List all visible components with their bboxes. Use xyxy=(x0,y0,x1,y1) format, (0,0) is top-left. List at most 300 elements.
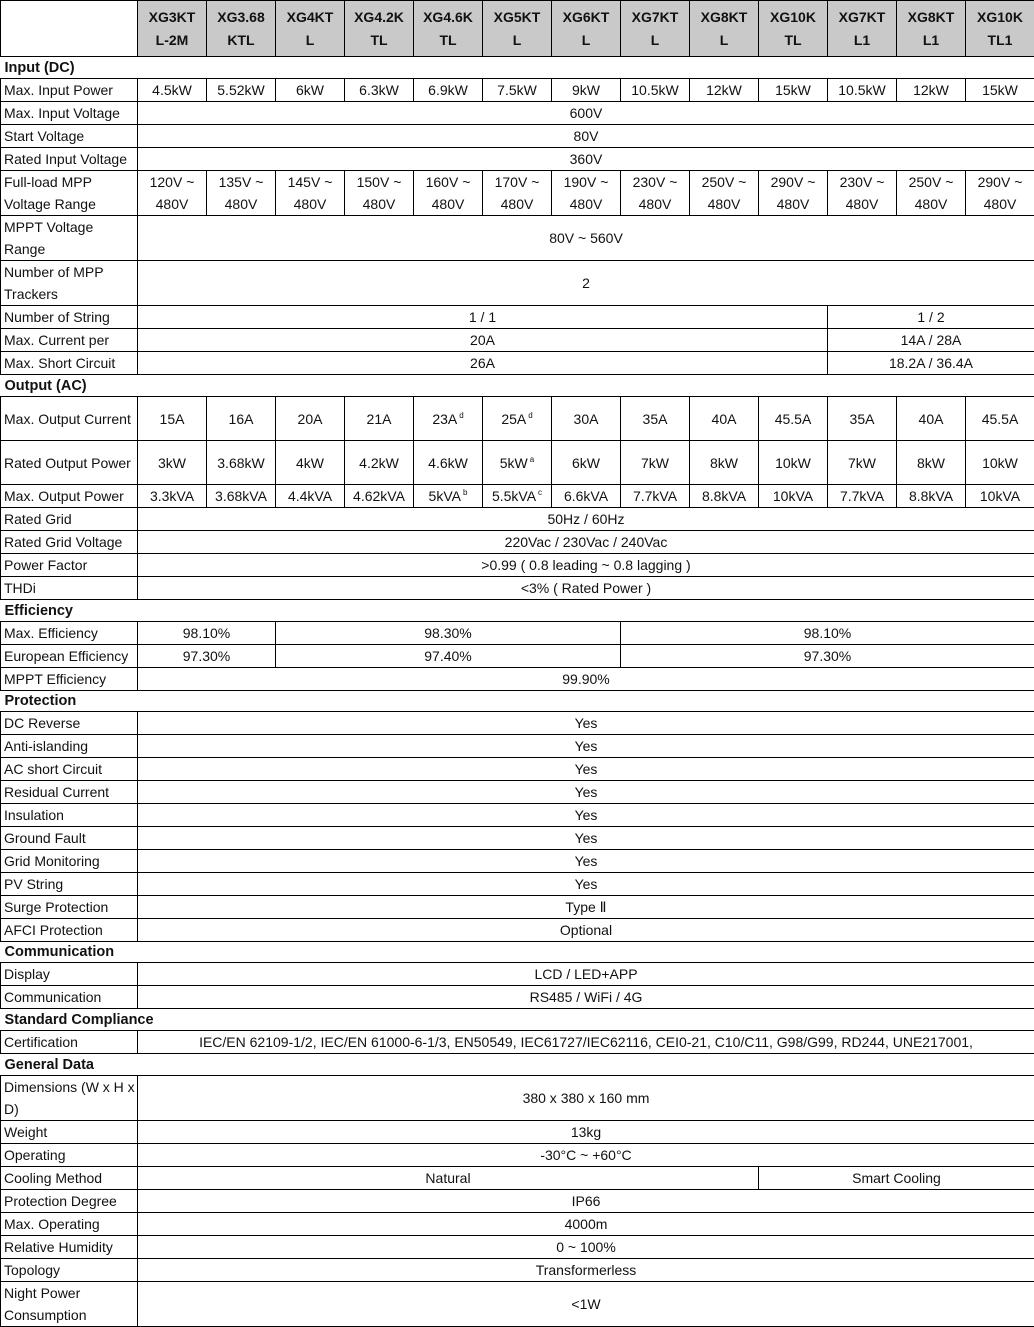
value-cell xyxy=(828,79,897,102)
value-cell xyxy=(138,827,1034,850)
protection-row xyxy=(1,873,1034,896)
value-cell xyxy=(138,1167,759,1190)
value-text: 35A xyxy=(850,411,875,427)
value-cell xyxy=(138,554,1034,577)
value-cell xyxy=(276,397,345,441)
row-label xyxy=(1,102,138,125)
value-cell xyxy=(138,896,1034,919)
value-text: Transformerless xyxy=(536,1262,637,1278)
value-text: 12kW xyxy=(913,82,949,98)
model-header-cell xyxy=(828,1,897,57)
value-text: 40A xyxy=(919,411,944,427)
value-text: 3.68kVA xyxy=(215,488,267,504)
value-text: 15kW xyxy=(775,82,811,98)
value-text: 98.30% xyxy=(424,625,471,641)
row-label xyxy=(1,531,138,554)
value-cell xyxy=(483,171,552,216)
model-name-line: XG5KT xyxy=(494,9,541,25)
value-text: 1 / 1 xyxy=(469,309,496,325)
value-cell xyxy=(138,102,1034,125)
value-cell xyxy=(621,397,690,441)
value-text-line: 480V xyxy=(156,196,189,212)
start-voltage-row xyxy=(1,125,1034,148)
row-label-text: Power Factor xyxy=(4,557,87,573)
value-text-line: 480V xyxy=(639,196,672,212)
model-name-line: XG10K xyxy=(770,9,816,25)
row-label xyxy=(1,1167,138,1190)
value-text: 6kW xyxy=(296,82,324,98)
row-label xyxy=(1,622,138,645)
value-cell xyxy=(966,397,1034,441)
value-cell xyxy=(621,622,1034,645)
protection-row xyxy=(1,758,1034,781)
model-name-line: L1 xyxy=(923,32,939,48)
value-text-line: 135V ~ xyxy=(219,174,264,190)
value-text: 7.7kVA xyxy=(840,488,884,504)
section-title xyxy=(1,1054,1034,1076)
value-text: Yes xyxy=(575,876,598,892)
value-text: 7.5kW xyxy=(497,82,537,98)
value-text: IEC/EN 62109-1/2, IEC/EN 61000-6-1/3, EN50549, IEC61727/IEC62116, CEI0-21, C10/C11, G98/G99, RD244, UNE217001, xyxy=(199,1034,973,1050)
model-name-line: XG7KT xyxy=(839,9,886,25)
operating-row xyxy=(1,1144,1034,1167)
value-cell xyxy=(759,441,828,485)
row-label-text: European Efficiency xyxy=(4,648,128,664)
row-label-text: Full-load MPP Voltage Range xyxy=(4,174,96,212)
section-title-text: Output (AC) xyxy=(5,378,87,394)
value-cell xyxy=(828,485,897,508)
value-cell xyxy=(828,171,897,216)
header-corner-cell xyxy=(1,1,138,57)
value-text: 4kW xyxy=(296,455,324,471)
model-name-line: XG6KT xyxy=(563,9,610,25)
model-header-cell xyxy=(345,1,414,57)
value-text-line: 480V xyxy=(225,196,258,212)
model-name-line: TL xyxy=(370,32,387,48)
value-text: 600V xyxy=(570,105,603,121)
value-text: 5kW xyxy=(500,455,528,471)
rated-input-voltage-row xyxy=(1,148,1034,171)
value-cell xyxy=(138,352,828,375)
value-text: Yes xyxy=(575,853,598,869)
value-cell xyxy=(690,79,759,102)
value-cell xyxy=(207,441,276,485)
protection-row xyxy=(1,804,1034,827)
value-cell xyxy=(414,441,483,485)
section-title xyxy=(1,691,1034,712)
model-name-line: XG4.2K xyxy=(354,9,404,25)
value-cell xyxy=(552,485,621,508)
row-label-text: Display xyxy=(4,966,50,982)
value-text: 7.7kVA xyxy=(633,488,677,504)
value-cell xyxy=(897,397,966,441)
value-text: 0 ~ 100% xyxy=(556,1239,616,1255)
value-text-line: 290V ~ xyxy=(771,174,816,190)
row-label-text: Rated Grid xyxy=(4,511,72,527)
value-cell xyxy=(207,79,276,102)
model-name-line: XG4.6K xyxy=(423,9,473,25)
row-label-text: Relative Humidity xyxy=(4,1239,113,1255)
row-label xyxy=(1,306,138,329)
model-name-line: XG3.68 xyxy=(217,9,264,25)
value-text: Yes xyxy=(575,784,598,800)
row-label-text: AFCI Protection xyxy=(4,922,103,938)
value-cell xyxy=(345,441,414,485)
value-text: 30A xyxy=(574,411,599,427)
row-label xyxy=(1,804,138,827)
row-label xyxy=(1,125,138,148)
value-cell xyxy=(828,306,1034,329)
row-label-text: Surge Protection xyxy=(4,899,108,915)
value-cell xyxy=(483,397,552,441)
row-label xyxy=(1,919,138,942)
european-efficiency-row xyxy=(1,645,1034,668)
section-title-text: General Data xyxy=(5,1057,94,1073)
value-text: 97.30% xyxy=(183,648,230,664)
value-text-line: 230V ~ xyxy=(633,174,678,190)
row-label-text: PV String xyxy=(4,876,63,892)
section-header-standard xyxy=(1,1009,1034,1031)
row-label xyxy=(1,781,138,804)
value-text-line: 190V ~ xyxy=(564,174,609,190)
cooling-method-row xyxy=(1,1167,1034,1190)
value-cell xyxy=(690,485,759,508)
value-text: 4.62kVA xyxy=(353,488,405,504)
section-title-text: Standard Compliance xyxy=(5,1012,154,1028)
value-text-line: 480V xyxy=(846,196,879,212)
value-text: 35A xyxy=(643,411,668,427)
row-label xyxy=(1,79,138,102)
value-cell xyxy=(138,397,207,441)
value-text: 10.5kW xyxy=(631,82,678,98)
value-text: 18.2A / 36.4A xyxy=(889,355,973,371)
value-text: Yes xyxy=(575,761,598,777)
row-label xyxy=(1,508,138,531)
value-cell xyxy=(759,1167,1034,1190)
protection-row xyxy=(1,919,1034,942)
section-title-text: Input (DC) xyxy=(5,60,75,76)
mppt-voltage-range-row xyxy=(1,216,1034,261)
max-current-per-row xyxy=(1,329,1034,352)
value-text: 5kVA xyxy=(429,488,461,504)
section-title-text: Protection xyxy=(5,693,77,709)
row-label xyxy=(1,758,138,781)
row-label-text: Night Power Consumption xyxy=(4,1285,87,1323)
section-title xyxy=(1,57,1034,79)
value-text: 10kW xyxy=(775,455,811,471)
section-title-text: Communication xyxy=(5,944,115,960)
value-text: >0.99 ( 0.8 leading ~ 0.8 lagging ) xyxy=(481,557,690,573)
footnote-mark: d xyxy=(528,411,532,420)
row-label-text: Certification xyxy=(4,1034,78,1050)
max-input-voltage-row xyxy=(1,102,1034,125)
value-text: IP66 xyxy=(572,1193,601,1209)
row-label-text: Weight xyxy=(4,1124,47,1140)
footnote-mark: c xyxy=(538,488,542,497)
section-header-efficiency xyxy=(1,600,1034,622)
model-name-line: XG10K xyxy=(977,9,1023,25)
value-text-line: 145V ~ xyxy=(288,174,333,190)
value-cell xyxy=(414,485,483,508)
model-name-line: L-2M xyxy=(156,32,189,48)
row-label-text: Topology xyxy=(4,1262,60,1278)
value-cell xyxy=(138,306,828,329)
model-header-cell xyxy=(759,1,828,57)
value-cell xyxy=(759,171,828,216)
row-label-text: Max. Output Current xyxy=(4,411,131,427)
model-name-line: L1 xyxy=(854,32,870,48)
value-text: 8.8kVA xyxy=(702,488,746,504)
row-label xyxy=(1,329,138,352)
value-text: 220Vac / 230Vac / 240Vac xyxy=(505,534,668,550)
value-text: 9kW xyxy=(572,82,600,98)
value-cell xyxy=(759,397,828,441)
model-header-row xyxy=(1,1,1034,57)
value-cell xyxy=(483,441,552,485)
section-header-general xyxy=(1,1054,1034,1076)
row-label xyxy=(1,148,138,171)
value-text: 98.10% xyxy=(804,625,851,641)
row-label-text: Max. Input Power xyxy=(4,82,113,98)
row-label xyxy=(1,896,138,919)
row-label-text: DC Reverse xyxy=(4,715,80,731)
value-text: 15kW xyxy=(982,82,1018,98)
value-cell xyxy=(690,171,759,216)
value-text: 26A xyxy=(470,355,495,371)
value-text: LCD / LED+APP xyxy=(534,966,637,982)
footnote-mark: a xyxy=(530,455,534,464)
value-text: 23A xyxy=(432,411,457,427)
value-text-line: 480V xyxy=(708,196,741,212)
value-text: 14A / 28A xyxy=(901,332,962,348)
value-text-line: 480V xyxy=(432,196,465,212)
value-cell xyxy=(138,125,1034,148)
row-label xyxy=(1,1076,138,1121)
value-cell xyxy=(138,781,1034,804)
value-cell xyxy=(828,397,897,441)
value-text: 97.40% xyxy=(424,648,471,664)
section-header-input xyxy=(1,57,1034,79)
value-text: 50Hz / 60Hz xyxy=(547,511,624,527)
value-cell xyxy=(966,171,1034,216)
value-cell xyxy=(759,485,828,508)
row-label xyxy=(1,352,138,375)
row-label-text: MPPT Efficiency xyxy=(4,671,106,687)
row-label-text: AC short Circuit xyxy=(4,761,102,777)
row-label xyxy=(1,1190,138,1213)
value-text: 360V xyxy=(570,151,603,167)
value-cell xyxy=(138,758,1034,781)
row-label xyxy=(1,485,138,508)
model-header-cell xyxy=(690,1,759,57)
value-text: 8.8kVA xyxy=(909,488,953,504)
section-title xyxy=(1,600,1034,622)
row-label xyxy=(1,261,138,306)
value-cell xyxy=(138,1031,1034,1054)
value-cell xyxy=(276,441,345,485)
value-text: 10kW xyxy=(982,455,1018,471)
value-text: 15A xyxy=(160,411,185,427)
value-text: 80V xyxy=(574,128,599,144)
protection-row xyxy=(1,896,1034,919)
model-name-line: L xyxy=(651,32,660,48)
value-text: 10kVA xyxy=(773,488,813,504)
value-text: 3kW xyxy=(158,455,186,471)
value-cell xyxy=(276,622,621,645)
value-text: 4.6kW xyxy=(428,455,468,471)
value-cell xyxy=(345,397,414,441)
value-cell xyxy=(138,508,1034,531)
value-text: 3.3kVA xyxy=(150,488,194,504)
max-output-current-row xyxy=(1,397,1034,441)
value-cell xyxy=(345,79,414,102)
value-cell xyxy=(414,171,483,216)
value-text: Yes xyxy=(575,807,598,823)
value-text: 380 x 380 x 160 mm xyxy=(523,1090,650,1106)
value-cell xyxy=(138,850,1034,873)
value-text-line: 160V ~ xyxy=(426,174,471,190)
value-cell xyxy=(690,397,759,441)
model-name-line: XG8KT xyxy=(908,9,955,25)
value-cell xyxy=(828,441,897,485)
value-cell xyxy=(138,171,207,216)
value-cell xyxy=(138,148,1034,171)
row-label xyxy=(1,735,138,758)
value-cell xyxy=(621,485,690,508)
row-label-text: Max. Operating xyxy=(4,1216,100,1232)
value-text: 6.3kW xyxy=(359,82,399,98)
row-label-text: Max. Current per xyxy=(4,332,109,348)
value-cell xyxy=(276,645,621,668)
value-text: Type Ⅱ xyxy=(565,899,606,915)
value-text: 21A xyxy=(367,411,392,427)
model-name-line: XG3KT xyxy=(149,9,196,25)
row-label-text: THDi xyxy=(4,580,36,596)
communication-row xyxy=(1,986,1034,1009)
row-label-text: Max. Efficiency xyxy=(4,625,98,641)
row-label xyxy=(1,397,138,441)
section-header-output xyxy=(1,375,1034,397)
value-cell xyxy=(897,485,966,508)
value-cell xyxy=(621,441,690,485)
topology-row xyxy=(1,1259,1034,1282)
row-label-text: Max. Output Power xyxy=(4,488,124,504)
footnote-mark: d xyxy=(459,411,463,420)
value-cell xyxy=(621,645,1034,668)
value-cell xyxy=(138,329,828,352)
value-text-line: 480V xyxy=(501,196,534,212)
value-cell xyxy=(276,171,345,216)
row-label xyxy=(1,1282,138,1327)
model-name-line: XG8KT xyxy=(701,9,748,25)
value-cell xyxy=(345,171,414,216)
value-text-line: 480V xyxy=(915,196,948,212)
value-cell xyxy=(138,577,1034,600)
value-cell xyxy=(828,352,1034,375)
value-text: 10kVA xyxy=(980,488,1020,504)
value-text: 45.5A xyxy=(775,411,812,427)
value-text: Yes xyxy=(575,738,598,754)
value-text: Yes xyxy=(575,830,598,846)
value-text-line: 480V xyxy=(777,196,810,212)
value-cell xyxy=(966,485,1034,508)
value-text-line: 120V ~ xyxy=(150,174,195,190)
row-label xyxy=(1,554,138,577)
row-label-text: Max. Short Circuit xyxy=(4,355,115,371)
row-label-text: Max. Input Voltage xyxy=(4,105,120,121)
model-header-cell xyxy=(276,1,345,57)
max-efficiency-row xyxy=(1,622,1034,645)
value-cell xyxy=(828,329,1034,352)
value-cell xyxy=(276,79,345,102)
model-header-cell xyxy=(483,1,552,57)
model-header-cell xyxy=(414,1,483,57)
dimensions-row xyxy=(1,1076,1034,1121)
row-label-text: Start Voltage xyxy=(4,128,84,144)
value-cell xyxy=(621,79,690,102)
value-text-line: 480V xyxy=(570,196,603,212)
value-text: 7kW xyxy=(641,455,669,471)
value-text: 1 / 2 xyxy=(917,309,944,325)
value-cell xyxy=(138,216,1034,261)
value-cell xyxy=(414,397,483,441)
row-label-text: Residual Current xyxy=(4,784,109,800)
model-name-line: KTL xyxy=(227,32,254,48)
value-cell xyxy=(966,441,1034,485)
row-label-text: Rated Grid Voltage xyxy=(4,534,122,550)
weight-row xyxy=(1,1121,1034,1144)
value-cell xyxy=(138,712,1034,735)
row-label xyxy=(1,986,138,1009)
section-header-communication xyxy=(1,942,1034,963)
model-name-line: TL xyxy=(439,32,456,48)
row-label-text: Operating xyxy=(4,1147,65,1163)
value-text-line: 170V ~ xyxy=(495,174,540,190)
row-label xyxy=(1,1121,138,1144)
value-text: 6.9kW xyxy=(428,82,468,98)
row-label xyxy=(1,712,138,735)
max-input-power-row xyxy=(1,79,1034,102)
value-text: 45.5A xyxy=(982,411,1019,427)
model-name-line: L xyxy=(513,32,522,48)
rated-grid-voltage-row xyxy=(1,531,1034,554)
value-cell xyxy=(207,171,276,216)
value-text: 10.5kW xyxy=(838,82,885,98)
value-cell xyxy=(138,1236,1034,1259)
max-short-circuit-row xyxy=(1,352,1034,375)
row-label xyxy=(1,827,138,850)
value-cell xyxy=(897,441,966,485)
row-label-text: Protection Degree xyxy=(4,1193,117,1209)
value-text: 12kW xyxy=(706,82,742,98)
row-label-text: Rated Input Voltage xyxy=(4,151,127,167)
value-text-line: 480V xyxy=(363,196,396,212)
value-text: 2 xyxy=(582,275,590,291)
value-text: 80V ~ 560V xyxy=(549,230,623,246)
row-label xyxy=(1,577,138,600)
row-label xyxy=(1,850,138,873)
value-cell xyxy=(138,79,207,102)
row-label xyxy=(1,1236,138,1259)
value-text: 4000m xyxy=(565,1216,608,1232)
value-text: 8kW xyxy=(710,455,738,471)
value-text: <1W xyxy=(571,1296,600,1312)
value-text: 4.2kW xyxy=(359,455,399,471)
value-cell xyxy=(897,79,966,102)
model-name-line: XG7KT xyxy=(632,9,679,25)
value-cell xyxy=(138,531,1034,554)
value-text: 99.90% xyxy=(562,671,609,687)
